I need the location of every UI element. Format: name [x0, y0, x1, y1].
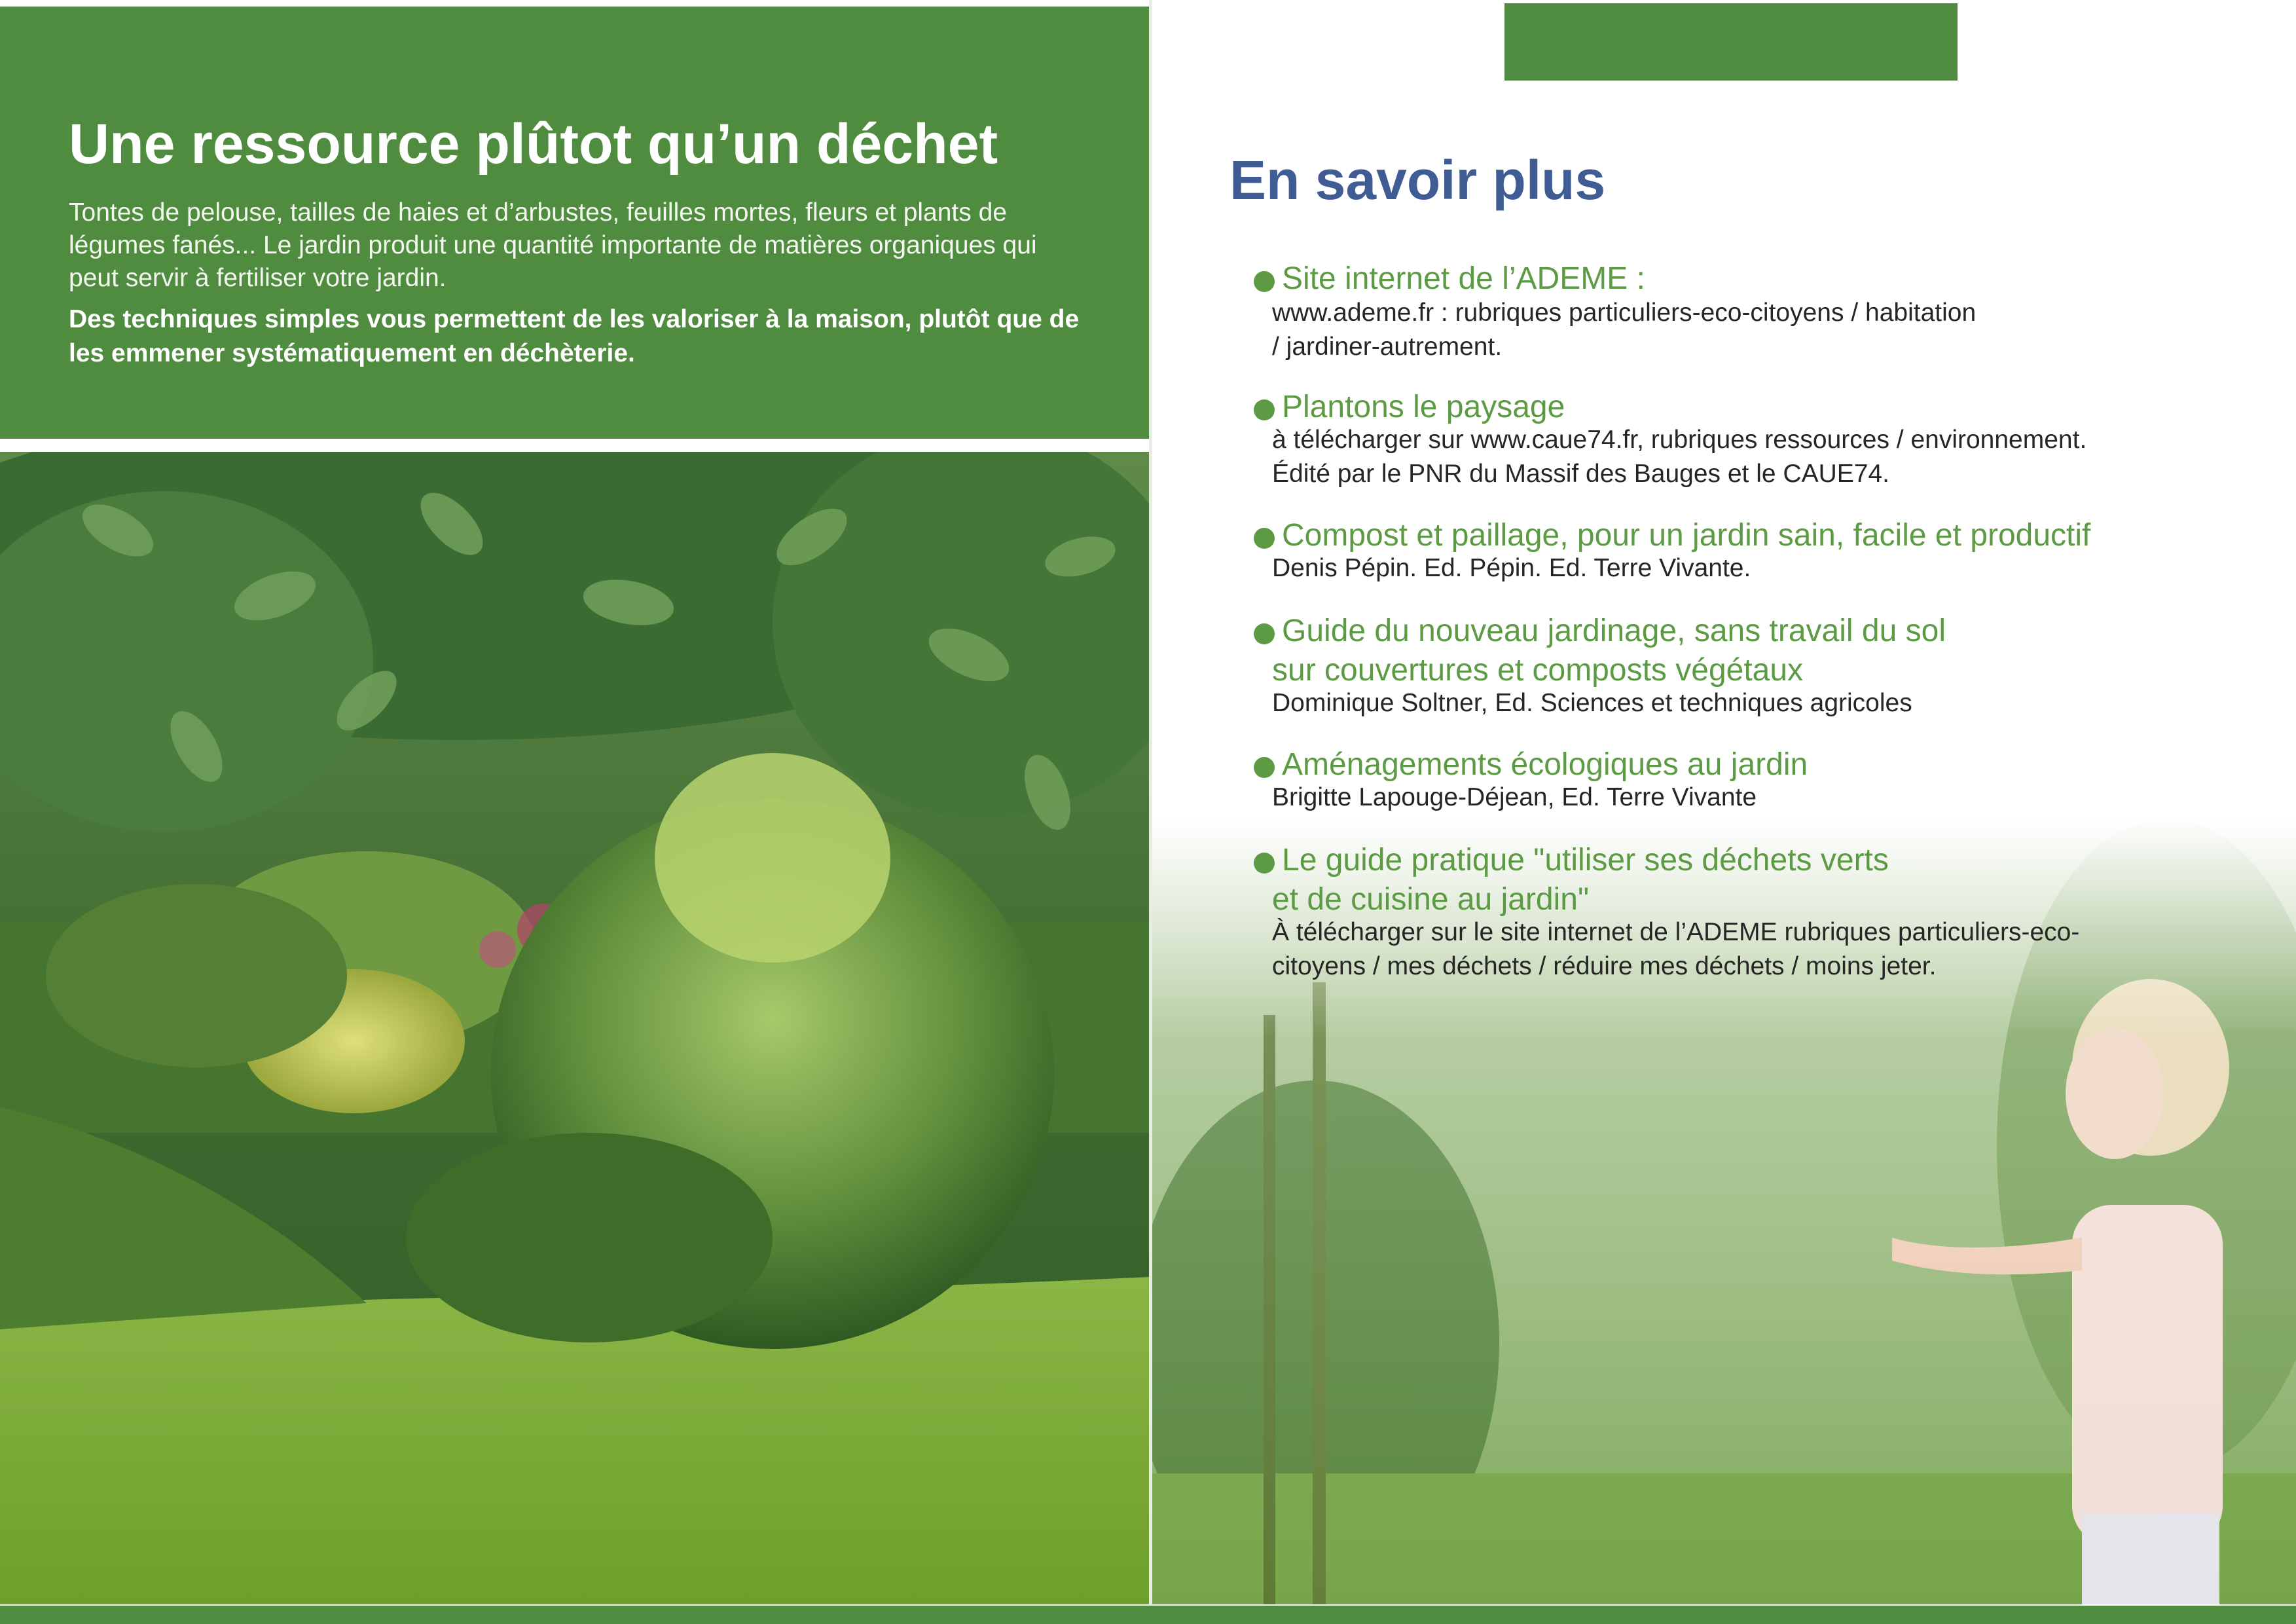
reference-detail: www.ademe.fr : rubriques particuliers-eco-citoyens / habitation / jardiner-autrement.: [1272, 299, 1977, 361]
right-page-title: En savoir plus: [1230, 149, 1606, 211]
bullet-dot-icon: [1254, 271, 1275, 292]
reference-title: Plantons le paysage: [1282, 390, 1565, 424]
bullet-dot-icon: [1254, 528, 1275, 549]
reference-list: [1152, 0, 2296, 1048]
intro-emphasis: Des techniques simples vous permettent de les valoriser à la maison, plutôt que de les emmener systématiquement en déchèterie.: [69, 305, 1080, 367]
bottom-green-strip: [0, 1606, 2296, 1624]
reference-detail: Brigitte Lapouge-Déjean, Ed. Terre Vivante: [1272, 783, 1757, 811]
bullet-dot-icon: [1254, 757, 1275, 778]
left-page-title: Une ressource plûtot qu’un déchet: [69, 113, 998, 175]
garden-photo: [0, 452, 1149, 1604]
reference-detail: À télécharger sur le site internet de l’ADEME rubriques particuliers-eco- citoyens / mes déchets / réduire mes déchets / moins jeter.: [1272, 918, 2080, 980]
reference-title: Site internet de l’ADEME :: [1282, 261, 1645, 296]
intro-paragraph: Tontes de pelouse, tailles de haies et d’arbustes, feuilles mortes, fleurs et plants de légumes fanés... Le jardin produit une quantité importante de matières organiques qui peut servir à fertiliser votre jardin.: [69, 198, 1037, 292]
reference-detail: à télécharger sur www.caue74.fr, rubriques ressources / environnement. Édité par le PNR du Massif des Bauges et le CAUE74.: [1272, 426, 2087, 488]
reference-detail: Dominique Soltner, Ed. Sciences et techniques agricoles: [1272, 689, 1912, 717]
bullet-dot-icon: [1254, 623, 1275, 644]
reference-title: Le guide pratique "utiliser ses déchets verts et de cuisine au jardin": [1272, 843, 1889, 917]
reference-detail: Denis Pépin. Ed. Pépin. Ed. Terre Vivante.: [1272, 554, 1751, 582]
bullet-dot-icon: [1254, 399, 1275, 420]
bullet-dot-icon: [1254, 853, 1275, 874]
right-panel: [1152, 0, 2296, 1624]
reference-title: Compost et paillage, pour un jardin sain, facile et productif: [1282, 518, 2091, 553]
reference-title: Aménagements écologiques au jardin: [1282, 747, 1808, 782]
reference-title: Guide du nouveau jardinage, sans travail du sol sur couvertures et composts végétaux: [1272, 614, 1946, 688]
